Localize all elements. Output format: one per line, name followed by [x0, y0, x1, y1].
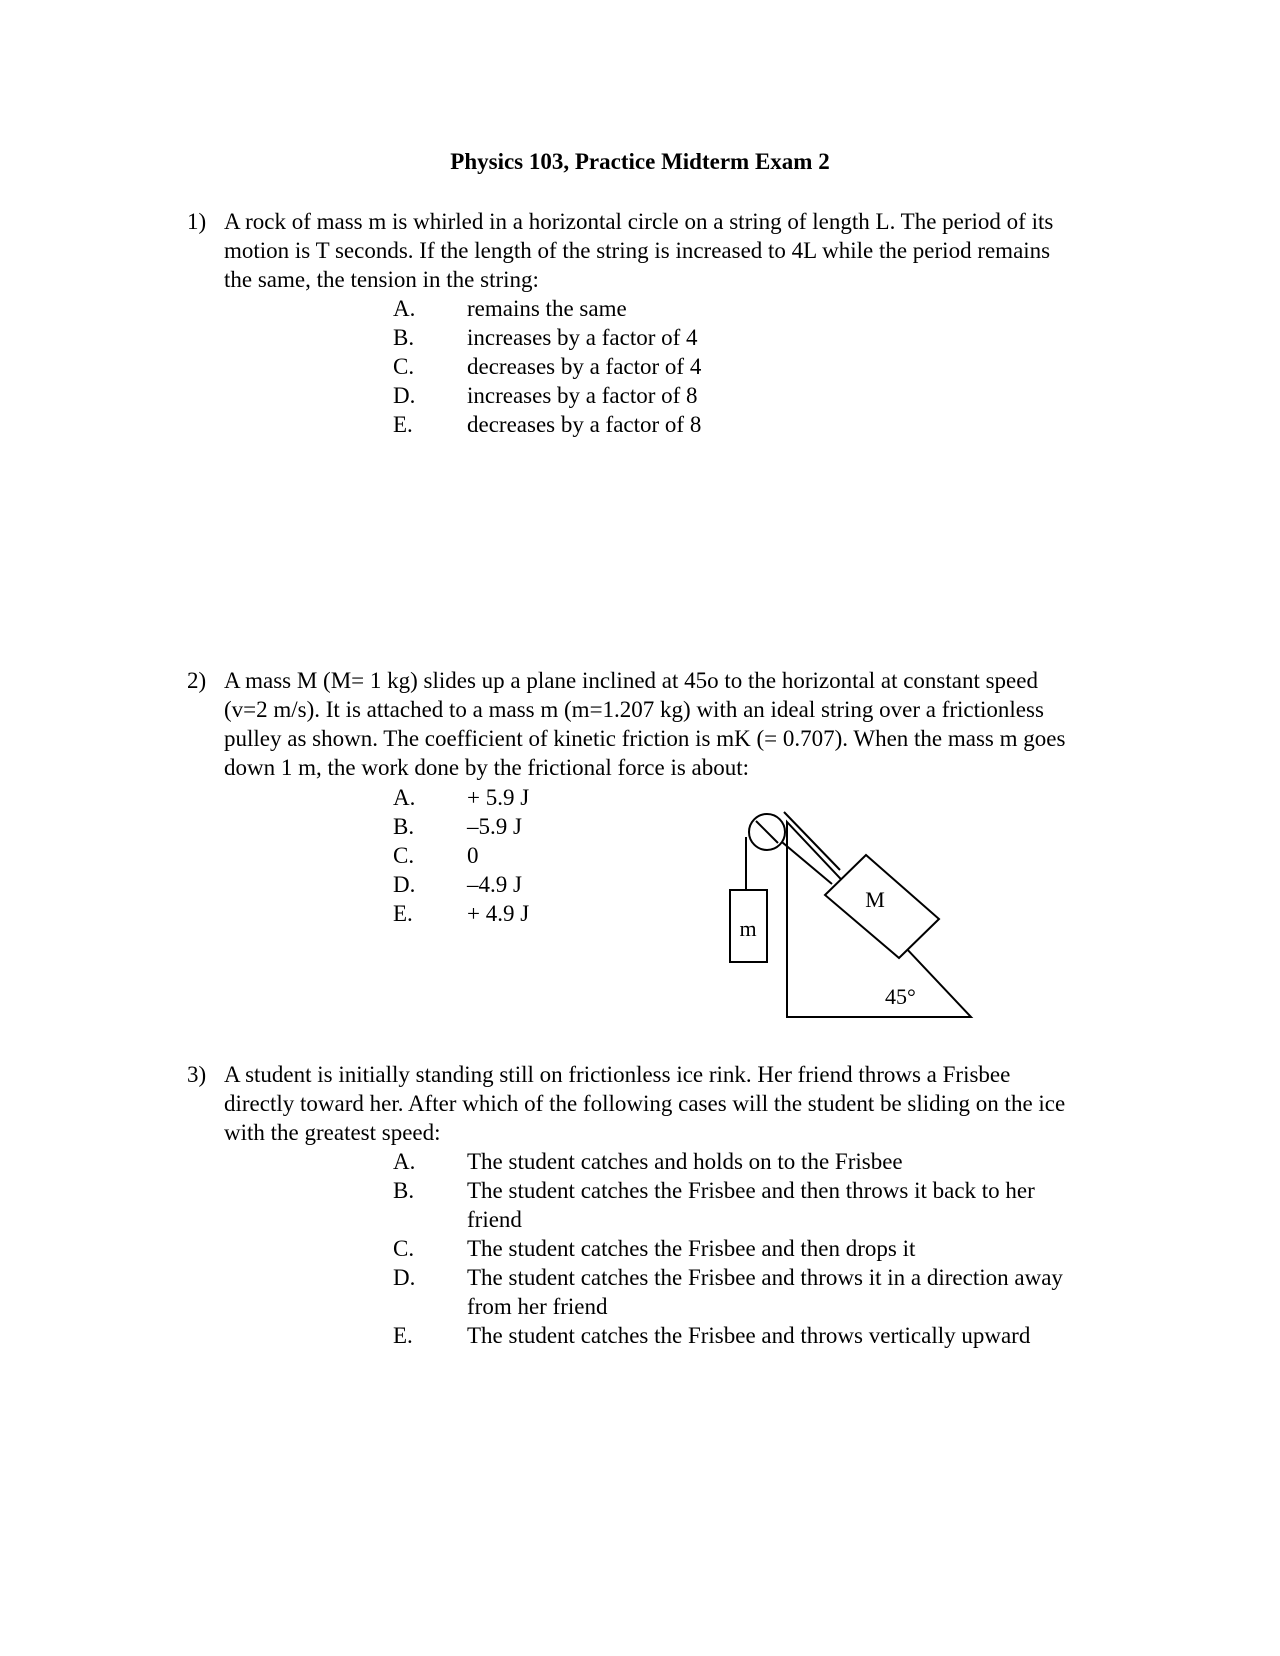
choice-text: decreases by a factor of 4 [467, 354, 702, 379]
question-number: 1) [187, 209, 207, 234]
choice-e[interactable] [393, 1321, 1087, 1350]
choice-text: The student catches the Frisbee and then drops it [467, 1236, 916, 1261]
choice-letter: D. [393, 383, 416, 408]
choice-letter: D. [393, 1265, 416, 1290]
question-text: A student is initially standing still on frictionless ice rink. Her friend throws a Frisbee directly toward her. After which of the following cases will the student be sliding on the ice with the greatest speed: [224, 1062, 1066, 1145]
choice-letter: A. [393, 296, 416, 321]
choice-letter: C. [393, 1236, 415, 1261]
question-number: 3) [187, 1062, 207, 1087]
choice-c[interactable] [393, 1234, 1087, 1263]
choice-text: increases by a factor of 8 [467, 383, 698, 408]
choice-letter: C. [393, 843, 415, 868]
block-label: M [865, 887, 885, 912]
choice-text: –5.9 J [467, 814, 522, 839]
page-title: Physics 103, Practice Midterm Exam 2 [450, 149, 830, 174]
choice-letter: B. [393, 325, 415, 350]
choice-text: increases by a factor of 4 [467, 325, 698, 350]
choice-letter: A. [393, 785, 416, 810]
choice-text: The student catches the Frisbee and throws vertically upward [467, 1323, 1031, 1348]
question-text: A rock of mass m is whirled in a horizontal circle on a string of length L. The period of its motion is T seconds. If the length of the string is increased to 4L while the period remains the same, the tension in the string: [224, 209, 1054, 292]
question-number: 2) [187, 668, 207, 693]
choice-text: + 5.9 J [467, 785, 530, 810]
choice-b[interactable] [393, 1176, 1087, 1234]
angle-label: 45° [885, 984, 916, 1009]
choice-d[interactable] [393, 1263, 1087, 1321]
choice-letter: B. [393, 814, 415, 839]
choice-text: –4.9 J [467, 872, 522, 897]
choice-letter: D. [393, 872, 416, 897]
choice-text: The student catches and holds on to the Frisbee [467, 1149, 903, 1174]
choice-text: remains the same [467, 296, 627, 321]
choice-letter: C. [393, 354, 415, 379]
question-text: A mass M (M= 1 kg) slides up a plane inclined at 45o to the horizontal at constant speed (v=2 m/s). It is attached to a mass m (m=1.207 kg) with an ideal string over a frictionless pulley as shown. The coefficient of kinetic friction is mK (= 0.707). When the mass m goes down 1 m, the work done by the frictional force is about: [224, 668, 1066, 780]
choice-letter: A. [393, 1149, 416, 1174]
choice-letter: E. [393, 412, 413, 437]
choice-text: 0 [467, 843, 479, 868]
choice-text: + 4.9 J [467, 901, 530, 926]
question-3 [187, 1060, 1077, 1147]
choice-text: The student catches the Frisbee and throws it in a direction away from her friend [467, 1265, 1063, 1319]
choice-a[interactable] [393, 1147, 1087, 1176]
choice-text: The student catches the Frisbee and then throws it back to her friend [467, 1178, 1035, 1232]
hanging-mass-label: m [739, 916, 757, 941]
choice-letter: E. [393, 1323, 413, 1348]
choice-text: decreases by a factor of 8 [467, 412, 702, 437]
choices-list-3 [393, 1147, 1087, 1350]
choice-letter: E. [393, 901, 413, 926]
choice-letter: B. [393, 1178, 415, 1203]
